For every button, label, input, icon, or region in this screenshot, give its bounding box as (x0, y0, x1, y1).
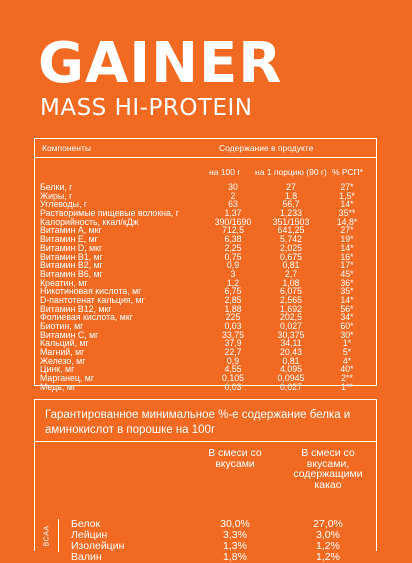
value-per-100g: 3 (230, 268, 236, 279)
nutrient-name: Углеводы, г (40, 199, 88, 210)
value-per-portion: 56,7 (282, 199, 300, 210)
value-rsp: 34* (340, 312, 354, 323)
value-rsp: 4* (342, 355, 352, 366)
value-per-100g: 1,37 (224, 208, 242, 219)
product-subtitle: MASS HI-PROTEIN (40, 95, 253, 121)
value-per-portion: 351/1503 (272, 216, 310, 227)
nutrient-name: Витамин D, мкг (40, 242, 103, 253)
value-per-100g: 30 (228, 182, 238, 192)
table-row (35, 357, 376, 366)
value-rsp: 1** (341, 381, 353, 392)
value-per-100g: 390/1690 (214, 216, 252, 227)
value-per-portion: 1,08 (282, 277, 300, 288)
table-row (35, 348, 376, 357)
value-per-100g: 2 (230, 190, 236, 201)
value-per-100g: 33,75 (221, 329, 244, 340)
nutrient-name: Витамин В6, мг (40, 268, 103, 279)
bcaa-table-title: Гарантированное минимальное %-е содержание белка и аминокислот в порошке на 100г (45, 409, 351, 436)
value-per-100g: 1,2 (226, 277, 240, 288)
table-row (35, 313, 376, 322)
value-rsp: 5* (342, 347, 352, 358)
value-per-portion: 1,8 (284, 190, 298, 201)
table-row (35, 383, 376, 392)
value-rsp: 16* (340, 251, 354, 262)
value-with-cocoa: 27,0% (313, 518, 343, 530)
value-per-100g: 37,9 (224, 338, 242, 349)
table-row (35, 183, 376, 192)
nutrient-name: Витамин В12, мкг (40, 303, 112, 314)
value-per-portion: 30,375 (277, 329, 305, 340)
value-rsp: 45* (340, 268, 354, 279)
value-rsp: 40* (340, 364, 354, 375)
value-per-portion: 0,81 (282, 355, 300, 366)
value-per-portion: 1,233 (279, 208, 302, 219)
nutrient-name: Калорийность, ккал/кДж (40, 216, 139, 227)
nutrient-name: D-пантотенат кальция, мг (40, 294, 145, 305)
value-per-100g: 2,25 (224, 242, 242, 253)
value-per-portion: 1,692 (279, 303, 302, 314)
value-per-portion: 20,43 (279, 347, 302, 358)
value-with-flavors: 3,3% (223, 529, 247, 541)
value-rsp: 14* (340, 199, 354, 210)
value-with-cocoa: 1,2% (316, 551, 340, 563)
value-with-flavors: 1,8% (223, 551, 247, 563)
bcaa-side-label: BCAA (43, 524, 50, 547)
value-rsp: 60* (340, 321, 354, 331)
value-per-100g: 22,7 (224, 347, 242, 358)
value-per-100g: 0,9 (226, 260, 240, 271)
amino-name: Белок (71, 518, 101, 530)
value-with-cocoa: 1,2% (316, 540, 340, 552)
value-per-portion: 0,0945 (277, 373, 305, 384)
value-per-100g: 6,38 (224, 234, 242, 245)
value-per-portion: 202,5 (279, 312, 302, 323)
value-rsp: 27* (340, 225, 354, 236)
value-per-portion: 0,81 (282, 260, 300, 271)
nutrient-name: Жиры, г (40, 190, 73, 201)
value-per-portion: 2,025 (279, 242, 302, 253)
value-rsp: 1* (342, 338, 352, 349)
amino-name: Валин (71, 551, 102, 563)
value-rsp: 56* (340, 303, 354, 314)
sub-header-portion: на 1 порцию (90 г) (255, 167, 327, 177)
value-per-portion: 641,25 (277, 225, 305, 236)
col-components-label: Компоненты (42, 143, 91, 153)
sub-header-100g: на 100 г (209, 167, 241, 177)
value-per-100g: 0,03 (224, 381, 242, 392)
value-rsp: 35* (340, 286, 354, 297)
value-per-portion: 34,11 (280, 338, 302, 349)
value-per-100g: 1,88 (224, 303, 242, 314)
value-rsp: 30* (340, 329, 354, 340)
col-content-label: Содержание в продукте (219, 143, 314, 153)
value-per-portion: 27 (286, 182, 296, 192)
bcaa-rows (35, 519, 376, 563)
value-per-portion: 5,742 (279, 234, 302, 245)
value-per-100g: 712,5 (221, 225, 244, 236)
value-per-100g: 2,85 (224, 294, 242, 305)
value-per-100g: 0,9 (226, 355, 240, 366)
value-rsp: 1,5* (339, 190, 355, 201)
bcaa-table (34, 399, 377, 563)
nutrition-table (34, 138, 377, 392)
value-rsp: 35** (338, 208, 356, 219)
value-per-portion: 4,095 (279, 364, 302, 375)
sub-header-rsp: % РСП* (332, 167, 364, 177)
nutrient-name: Железо, мг (40, 355, 86, 366)
nutrient-name: Растворимые пищевые волокна, г (40, 208, 180, 219)
col-with-flavors-label: В смеси со вкусами (208, 447, 262, 470)
value-rsp: 14* (340, 294, 354, 305)
nutrition-rows (35, 183, 376, 392)
col-with-cocoa-label: В смеси со вкусами, содержащими какао (293, 447, 363, 491)
nutrient-name: Кальций, мг (40, 338, 89, 349)
nutrient-name: Никотиновая кислота, мг (40, 286, 142, 297)
table-row (35, 339, 376, 348)
value-per-100g: 0,105 (221, 373, 244, 384)
nutrient-name: Витамин Е, мг (40, 234, 98, 245)
value-per-100g: 0,75 (224, 251, 242, 262)
value-per-portion: 2,7 (284, 268, 298, 279)
value-rsp: 14,8* (336, 216, 358, 227)
nutrient-name: Витамин С, мг (40, 329, 99, 340)
product-title: GAINER (38, 31, 283, 96)
value-per-portion: 0,027 (279, 321, 302, 331)
value-rsp: 14* (340, 242, 354, 253)
nutrient-name: Креатин, мг (40, 277, 88, 288)
value-per-100g: 6,75 (224, 286, 242, 297)
value-per-portion: 2,565 (279, 294, 302, 305)
nutrient-name: Марганец, мг (40, 373, 95, 384)
nutrition-table-header (35, 139, 376, 158)
divider (35, 441, 376, 442)
value-per-portion: 0,027 (279, 381, 302, 392)
value-with-flavors: 30,0% (220, 518, 250, 530)
value-rsp: 2** (341, 373, 353, 384)
value-per-100g: 4,55 (224, 364, 242, 375)
nutrient-name: Фолиевая кислота, мкг (40, 312, 133, 323)
value-rsp: 36* (340, 277, 354, 288)
table-row (35, 374, 376, 383)
value-per-100g: 225 (225, 312, 241, 323)
amino-name: Лейцин (71, 529, 108, 541)
nutrient-name: Магний, мг (40, 347, 85, 358)
value-per-portion: 0,675 (279, 251, 302, 262)
nutrient-name: Белки, г (40, 182, 73, 192)
value-per-100g: 0,03 (224, 321, 242, 331)
table-row (35, 552, 376, 563)
nutrient-name: Цинк, мг (40, 364, 75, 375)
table-row (35, 541, 376, 552)
value-rsp: 19* (340, 234, 354, 245)
nutrient-name: Медь, мг (40, 381, 76, 392)
value-rsp: 27* (340, 182, 354, 192)
value-per-100g: 63 (228, 199, 238, 210)
nutrient-name: Биотин, мг (40, 321, 84, 331)
value-with-flavors: 1,3% (223, 540, 247, 552)
value-rsp: 17* (340, 260, 354, 271)
nutrient-name: Витамин А, мкг (40, 225, 102, 236)
nutrient-name: Витамин В1, мг (40, 251, 103, 262)
value-with-cocoa: 3,0% (316, 529, 340, 541)
nutrient-name: Витамин В2, мг (40, 260, 103, 271)
value-per-portion: 6,075 (279, 286, 302, 297)
amino-name: Изолейцин (71, 540, 125, 552)
